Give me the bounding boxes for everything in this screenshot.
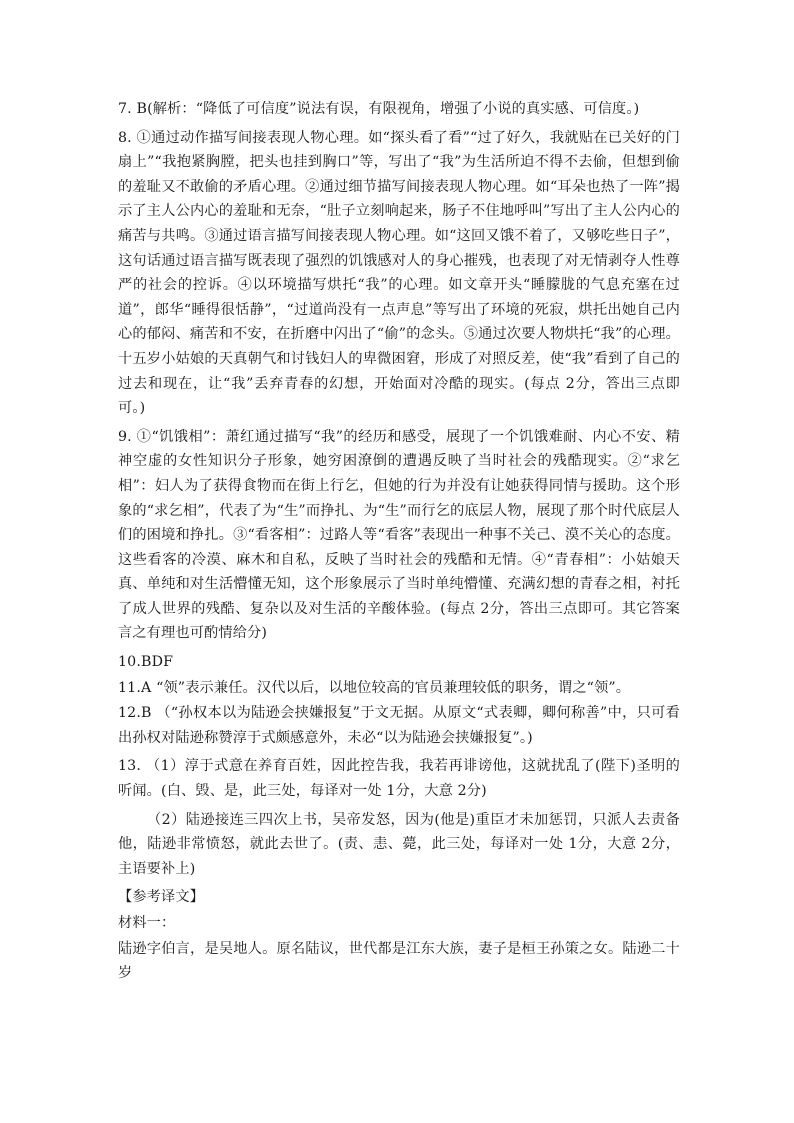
answer-q8: 8. ①通过动作描写间接表现人物心理。如“探头看了看”“过了好久，我就贴在已关好的门扇上”“我抱紧胸膛，把头也挂到胸口”等，写出了“我”为生活所迫不得不去偷，但想到偷的羞耻又不敢偷的矛盾心理。②通过细节描写间接表现人物心理。如“耳朵也热了一阵”揭示了主人公内心的羞耻和无奈，“肚子立刻响起来，肠子不住地呼叫”写出了主人公内心的痛苦与共鸣。③通过语言描写间接表现人物心理。如“这回又饿不着了，又够吃些日子”，这句话通过语言描写既表现了强烈的饥饿感对人的身心摧残，也表现了对无情剥夺人性尊严的社会的控诉。④以环境描写烘托“我”的心理。如文章开头“睡朦胧的气息充塞在过道”，郎华“睡得很恬静”，“过道尚没有一点声息”等写出了环境的死寂，烘托出她自己内心的郁闷、痛苦和不安，在折磨中闪出了“偷”的念头。⑤通过次要人物烘托“我”的心理。十五岁小姑娘的天真朝气和讨钱妇人的卑微困窘，形成了对照反差，使“我”看到了自己的过去和现在，让“我”丢弃青春的幻想，开始面对冷酷的现实。(每点 2分，答出三点即可。) <box>118 129 680 417</box>
reference-translation-heading: 【参考译文】 <box>118 889 205 906</box>
document-page <box>118 97 680 990</box>
answer-q9: 9. ①“饥饿相”：萧红通过描写“我”的经历和感受，展现了一个饥饿难耐、内心不安、精神空虚的女性知识分子形象，她穷困潦倒的遭遇反映了当时社会的残酷现实。②“求乞相”：妇人为了获得食物而在街上行乞，但她的行为并没有让她获得同情与援助。这个形象的“求乞相”，代表了为“生”而挣扎、为“生”而行乞的底层人物，展现了那个时代底层人们的困境和挣扎。③“看客相”：过路人等“看客”表现出一种事不关己、漠不关心的态度。这些看客的冷漠、麻木和自私，反映了当时社会的残酷和无情。④“青春相”：小姑娘天真、单纯和对生活懵懂无知，这个形象展示了当时单纯懵懂、充满幻想的青春之相，衬托了成人世界的残酷、复杂以及对生活的辛酸体验。(每点 2分，答出三点即可。其它答案言之有理也可酌情给分) <box>118 428 680 642</box>
answer-q13-part2: （2）陆逊接连三四次上书，吴帝发怒，因为(他是)重臣才未加惩罚，只派人去责备他，陆逊非常愤怒，就此去世了。(责、恚、薨，此三处，每译对一处 1分，大意 2分，主语要补上) <box>118 811 680 877</box>
answer-q12: 12.B （“孙权本以为陆逊会挟嫌报复”于文无据。从原文“式表卿，卿何称善”中，只可看出孙权对陆逊称赞淳于式颇感意外，未必“以为陆逊会挟嫌报复”。) <box>118 705 680 746</box>
answer-q11: 11.A “领”表示兼任。汉代以后，以地位较高的官员兼理较低的职务，谓之“领”。 <box>118 679 631 696</box>
material-label: 材料一： <box>118 915 176 931</box>
answer-q7: 7. B(解析：“降低了可信度”说法有误，有限视角，增强了小说的真实感、可信度。) <box>118 101 640 117</box>
answer-q13-part1: 13. （1）淳于式意在养育百姓，因此控告我，我若再诽谤他，这就扰乱了(陛下)圣明的听闻。(白、毁、是，此三处，每译对一处 1分，大意 2分) <box>118 758 680 800</box>
answer-q10: 10.BDF <box>118 654 174 671</box>
material-text: 陆逊字伯言，是吴地人。原名陆议，世代都是江东大族，妻子是桓王孙策之女。陆逊二十岁 <box>118 940 680 982</box>
